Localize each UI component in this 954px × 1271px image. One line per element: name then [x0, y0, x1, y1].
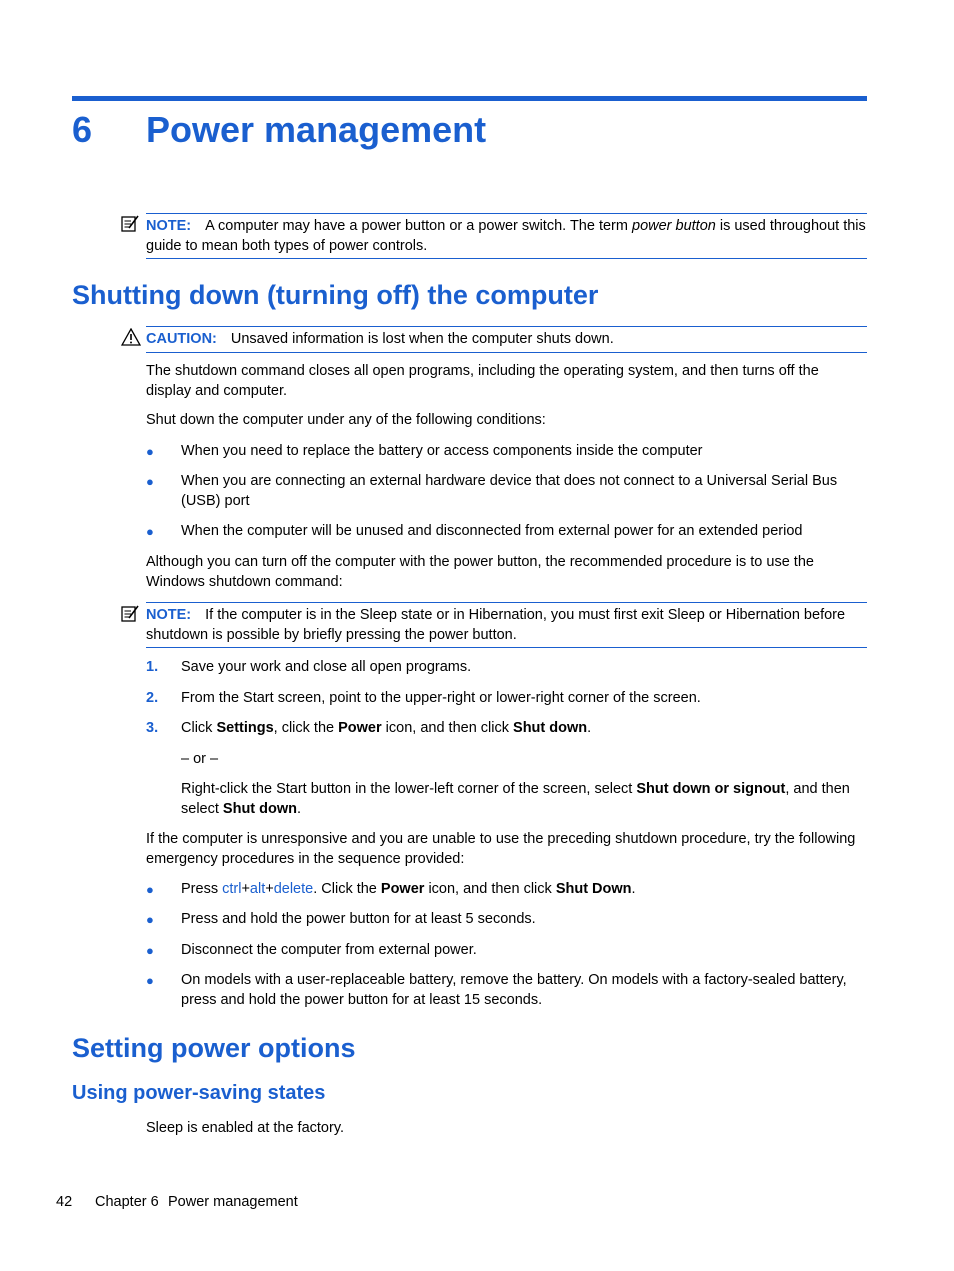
- step-text: [181, 719, 867, 739]
- step-text: Save your work and close all open programs.: [181, 659, 472, 675]
- key-ctrl[interactable]: ctrl: [222, 881, 242, 897]
- note-icon: [120, 604, 140, 624]
- text-run: , click the: [273, 720, 339, 736]
- text-run: icon, and then click: [381, 720, 514, 736]
- paragraph: If the computer is unresponsive and you are unable to use the preceding shutdown procedure, try the following emergency procedures in the sequence provided:: [146, 831, 856, 867]
- list-item: When the computer will be unused and disconnected from external power for an extended period: [181, 523, 803, 539]
- bullet-icon: ●: [146, 524, 154, 539]
- or-separator: – or –: [181, 751, 219, 767]
- key-alt[interactable]: alt: [249, 881, 266, 897]
- chapter-title: Power management: [146, 109, 487, 150]
- note-text: A computer may have a power button or a power switch. The term: [205, 218, 632, 234]
- step-number: 3.: [146, 720, 159, 736]
- ui-term: Power: [338, 720, 382, 736]
- text-run: .: [297, 800, 302, 817]
- section-heading: Shutting down (turning off) the computer: [72, 280, 599, 310]
- bullet-icon: ●: [146, 474, 154, 489]
- text-run: .: [631, 881, 636, 897]
- ui-term: Shut down or signout: [636, 781, 786, 797]
- note-label: NOTE:: [146, 218, 192, 234]
- text-run: Press: [181, 881, 223, 897]
- text-run: Click: [181, 720, 217, 736]
- list-item: When you are connecting an external hardware device that does not connect to a Universal Serial Bus (USB) port: [181, 473, 838, 509]
- section-heading: Setting power options: [72, 1033, 356, 1063]
- chapter-number: 6: [72, 109, 93, 150]
- page-number: 42: [56, 1194, 73, 1210]
- note-text-end: is used throughout this guide to mean both types of power controls.: [146, 218, 866, 254]
- subsection-heading: Using power-saving states: [72, 1082, 326, 1104]
- caution-icon: [121, 328, 141, 346]
- caution-label: CAUTION:: [146, 331, 217, 347]
- text-run: . Click the: [313, 881, 381, 897]
- caution-box: [146, 326, 867, 353]
- list-item: Disconnect the computer from external power.: [181, 942, 477, 958]
- note-label: NOTE:: [146, 607, 192, 623]
- ui-term: Power: [380, 881, 425, 897]
- text-run: +: [241, 881, 250, 897]
- ui-term: Settings: [216, 720, 274, 736]
- paragraph: Shut down the computer under any of the following conditions:: [146, 412, 546, 428]
- bullet-icon: ●: [146, 444, 154, 459]
- paragraph: Sleep is enabled at the factory.: [146, 1120, 345, 1136]
- list-item: When you need to replace the battery or access components inside the computer: [181, 443, 703, 459]
- text-run: +: [265, 881, 274, 897]
- bullet-icon: ●: [146, 882, 154, 897]
- paragraph: The shutdown command closes all open programs, including the operating system, and then turns off the display and computer.: [146, 363, 819, 399]
- paragraph: Although you can turn off the computer with the power button, the recommended procedure is to use the Windows shutdown command:: [146, 554, 814, 590]
- text-run: Right-click the Start button in the lower-left corner of the screen, select: [181, 781, 637, 797]
- list-item: Press and hold the power button for at least 5 seconds.: [181, 911, 536, 927]
- note-box: [146, 602, 867, 648]
- chapter-rule: [72, 96, 867, 101]
- list-item: [181, 880, 867, 900]
- footer-title: Power management: [168, 1194, 298, 1210]
- key-delete[interactable]: delete: [273, 881, 314, 897]
- text-run: , and then select: [181, 781, 850, 817]
- step-alternative: [181, 780, 867, 819]
- step-number: 1.: [146, 659, 159, 675]
- bullet-icon: ●: [146, 943, 154, 958]
- note-box: [146, 213, 867, 259]
- note-emphasis: power button: [632, 218, 716, 234]
- caution-text: Unsaved information is lost when the computer shuts down.: [230, 331, 614, 347]
- text-run: .: [587, 720, 592, 736]
- list-item: On models with a user-replaceable battery, remove the battery. On models with a factory-sealed battery, press and hold the power button for at least 15 seconds.: [181, 972, 847, 1008]
- bullet-icon: ●: [146, 912, 154, 927]
- note-text: If the computer is in the Sleep state or in Hibernation, you must first exit Sleep or Hibernation before shutdown is possible by briefly pressing the power button.: [146, 607, 846, 643]
- ui-term: Shut Down: [555, 881, 632, 897]
- ui-term: Shut down: [513, 720, 588, 736]
- footer-chapter: Chapter 6: [95, 1194, 159, 1210]
- text-run: icon, and then click: [424, 881, 556, 897]
- step-number: 2.: [146, 690, 159, 706]
- ui-term: Shut down: [222, 800, 298, 817]
- step-text: From the Start screen, point to the upper-right or lower-right corner of the screen.: [181, 690, 701, 706]
- bullet-icon: ●: [146, 973, 154, 988]
- note-icon: [120, 214, 140, 234]
